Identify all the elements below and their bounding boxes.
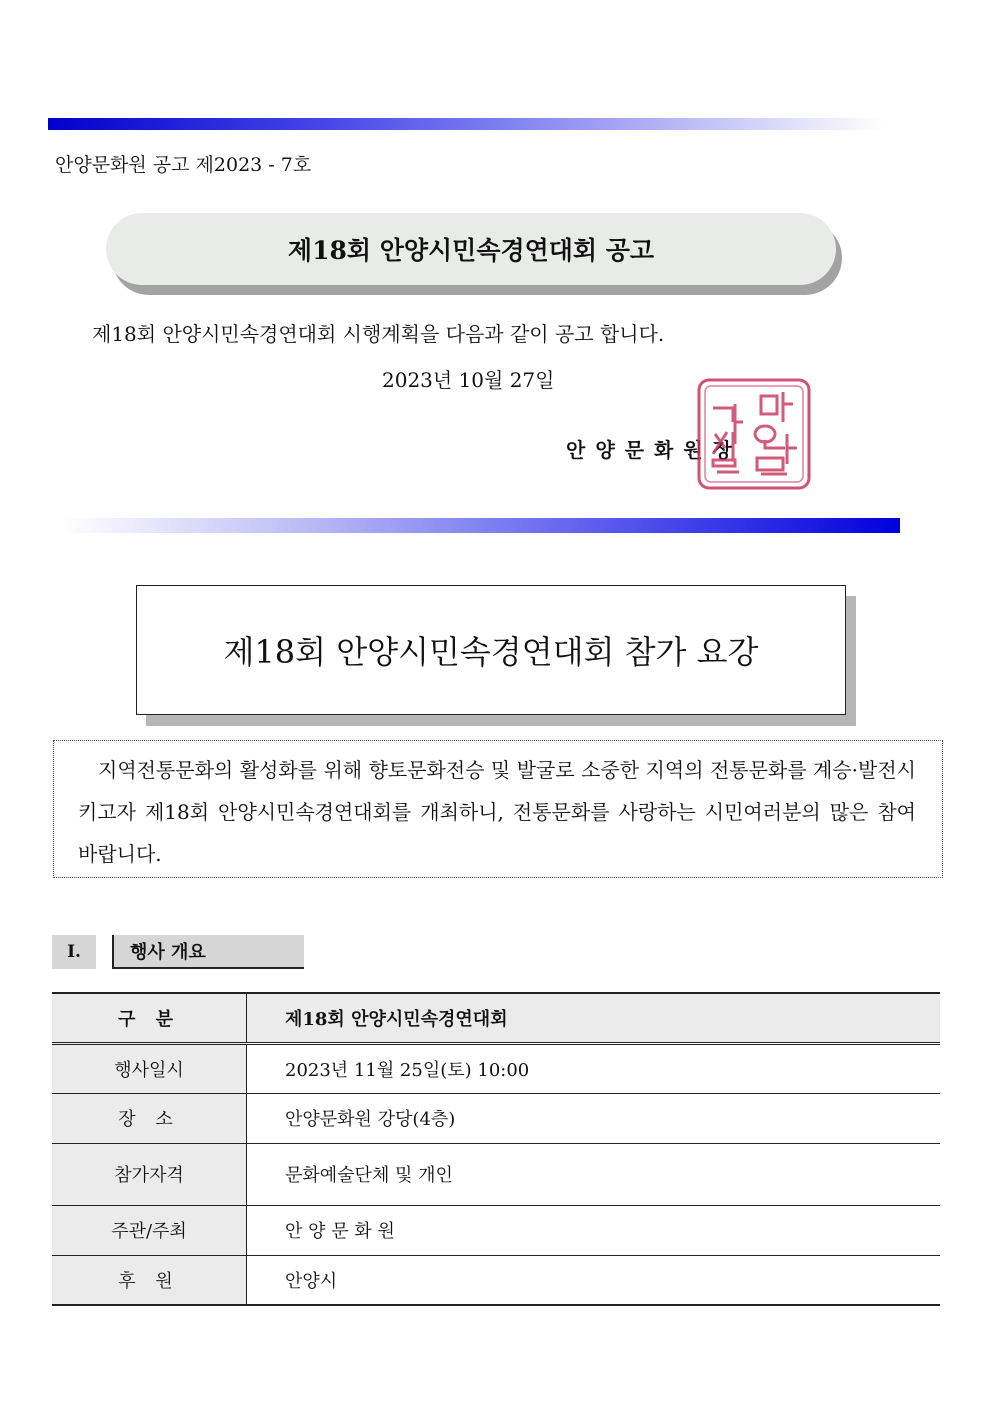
middle-decorative-bar xyxy=(62,518,900,533)
table-value: 안 양 문 화 원 xyxy=(247,1205,941,1255)
table-row xyxy=(52,1205,940,1255)
table-value: 안양문화원 강당(4층) xyxy=(247,1093,941,1143)
table-label xyxy=(52,1093,247,1143)
section-title: 행사 개요 xyxy=(112,935,304,969)
official-seal-icon xyxy=(695,374,813,494)
table-row xyxy=(52,993,940,1043)
table-label: 행사일시 xyxy=(52,1043,247,1093)
label-text: 구 분 xyxy=(117,1008,181,1030)
table-value: 안양시 xyxy=(247,1255,941,1305)
table-row xyxy=(52,1255,940,1305)
table-label: 참가자격 xyxy=(52,1143,247,1205)
intro-paragraph xyxy=(53,740,943,878)
table-value: 문화예술단체 및 개인 xyxy=(247,1143,941,1205)
table-label xyxy=(52,993,247,1043)
table-label xyxy=(52,1255,247,1305)
table-value: 2023년 11월 25일(토) 10:00 xyxy=(247,1043,941,1093)
issuer-name: 안양문화원장 xyxy=(566,438,742,462)
intro-text: 지역전통문화의 활성화를 위해 향토문화전승 및 발굴로 소중한 지역의 전통문화를 계승·발전시키고자 제18회 안양시민속경연대회를 개최하니, 전통문화를 사랑하는 시민여러분의 많은 참여 바랍니다. xyxy=(78,758,916,866)
guide-title: 제18회 안양시민속경연대회 참가 요강 xyxy=(136,585,846,715)
table-row xyxy=(52,1143,940,1205)
top-decorative-bar xyxy=(48,118,884,130)
table-row xyxy=(52,1093,940,1143)
label-text: 장 소 xyxy=(118,1109,180,1130)
notice-number: 안양문화원 공고 제2023 - 7호 xyxy=(55,154,312,176)
section-number: Ⅰ. xyxy=(52,935,96,969)
table-row xyxy=(52,1043,940,1093)
announcement-title: 제18회 안양시민속경연대회 공고 xyxy=(106,213,836,285)
event-overview-table xyxy=(52,992,940,1306)
table-value: 제18회 안양시민속경연대회 xyxy=(247,993,941,1043)
announcement-date: 2023년 10월 27일 xyxy=(382,368,555,392)
announcement-text: 제18회 안양시민속경연대회 시행계획을 다음과 같이 공고 합니다. xyxy=(92,322,665,346)
table-label: 주관/주최 xyxy=(52,1205,247,1255)
label-text: 후 원 xyxy=(118,1270,180,1292)
